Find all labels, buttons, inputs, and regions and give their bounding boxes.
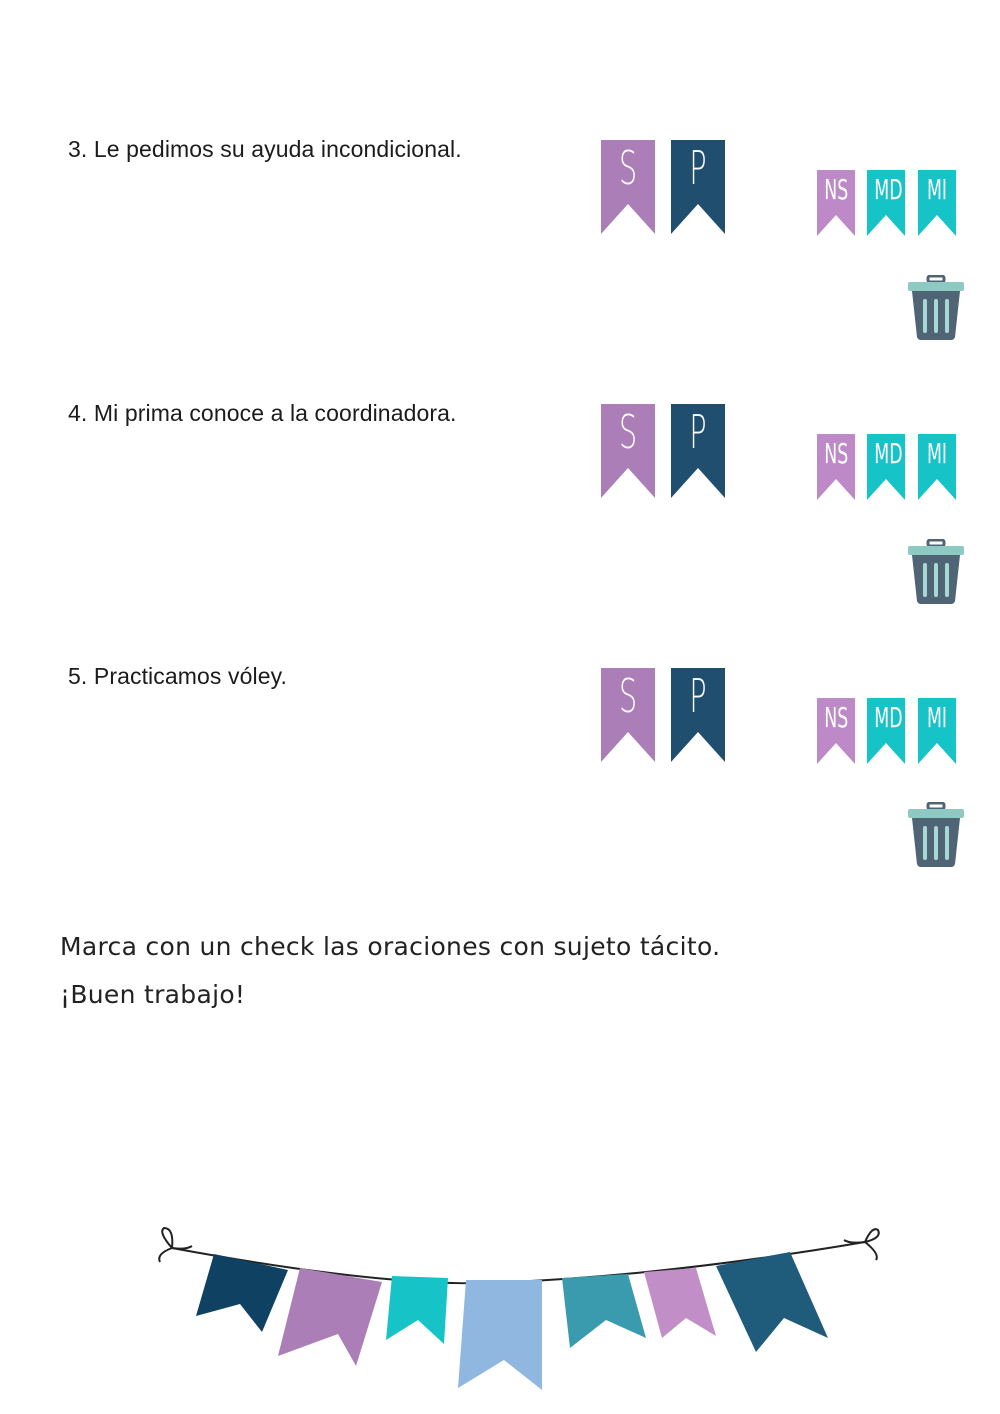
flag-md[interactable]: MD: [867, 434, 905, 500]
flag-ns[interactable]: NS: [817, 170, 855, 236]
sentence-5: 5. Practicamos vóley.: [68, 663, 287, 689]
flag-ns[interactable]: NS: [817, 434, 855, 500]
bow-left-icon: [159, 1228, 192, 1262]
flag-p[interactable]: P: [671, 140, 725, 234]
flag-p[interactable]: P: [671, 668, 725, 762]
flag-p[interactable]: P: [671, 404, 725, 498]
flag-ns[interactable]: NS: [817, 698, 855, 764]
pennant: [386, 1276, 448, 1344]
flag-md[interactable]: MD: [867, 698, 905, 764]
sentence-3: 3. Le pedimos su ayuda incondicional.: [68, 136, 462, 162]
pennant: [458, 1280, 542, 1390]
flag-mi[interactable]: MI: [918, 170, 956, 236]
pennant: [278, 1268, 382, 1366]
closing-text: ¡Buen trabajo!: [60, 980, 246, 1009]
flag-s[interactable]: S: [601, 668, 655, 762]
pennant: [716, 1252, 828, 1352]
bunting-garland-decoration: [150, 1220, 890, 1404]
flag-s[interactable]: S: [601, 140, 655, 234]
flag-md[interactable]: MD: [867, 170, 905, 236]
flag-mi[interactable]: MI: [918, 698, 956, 764]
pennant: [644, 1268, 716, 1338]
trash-icon[interactable]: [906, 802, 966, 868]
instruction-text: Marca con un check las oraciones con sujeto tácito.: [60, 932, 721, 961]
flag-mi[interactable]: MI: [918, 434, 956, 500]
sentence-4: 4. Mi prima conoce a la coordinadora.: [68, 400, 457, 426]
trash-icon[interactable]: [906, 539, 966, 605]
pennant: [562, 1274, 646, 1348]
trash-icon[interactable]: [906, 275, 966, 341]
flag-s[interactable]: S: [601, 404, 655, 498]
